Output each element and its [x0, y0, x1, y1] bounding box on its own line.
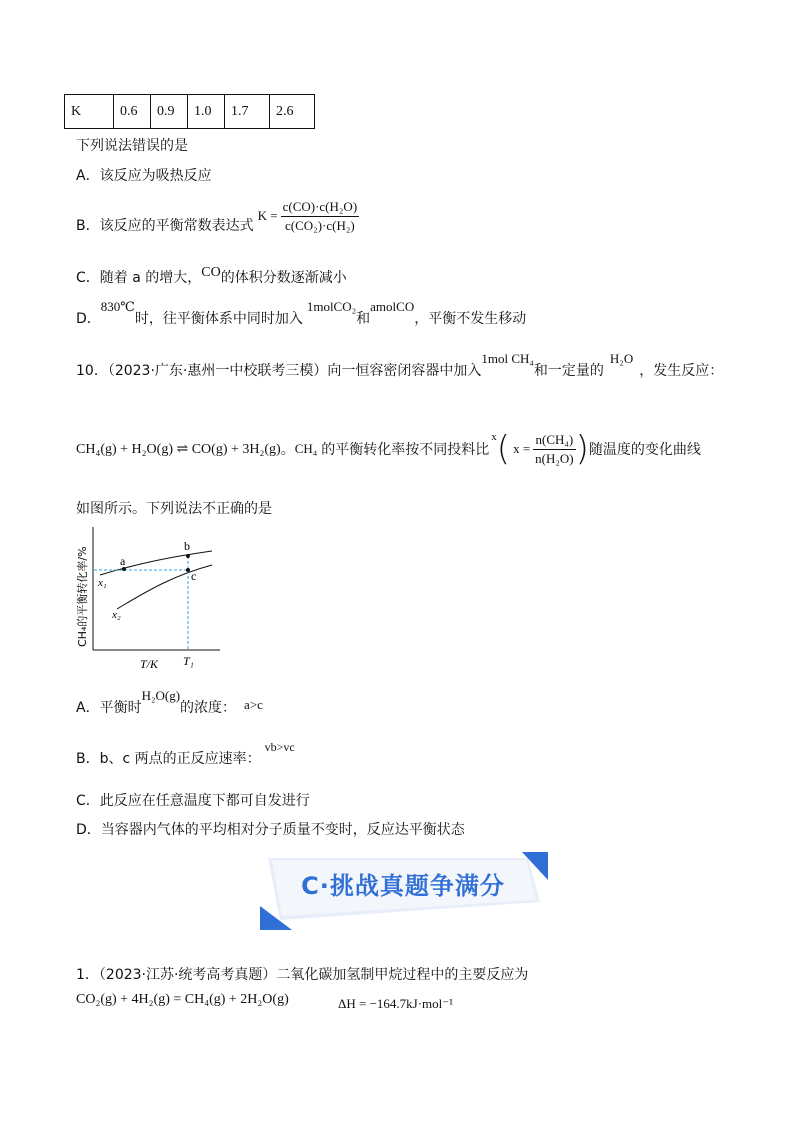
label-x1: x₁	[98, 577, 107, 589]
t1-label: T₁	[183, 654, 194, 668]
temperature-830: 830℃	[100, 299, 135, 314]
k-label-cell: K	[65, 95, 114, 129]
section-banner	[258, 850, 548, 932]
x-axis-label: T/K	[140, 657, 159, 671]
enthalpy-change: ΔH = −164.7kJ·mol⁻¹	[338, 996, 454, 1011]
q10-option-d: D．当容器内气体的平均相对分子质量不变时，反应达平衡状态	[76, 822, 465, 838]
k-numerator: c(CO)·c(H₂O)	[281, 199, 360, 217]
methane-reforming-equation: CH₄(g) + H₂O(g) ⇌ CO(g) + 3H₂(g)	[76, 441, 281, 457]
q10-tail: 随温度的变化曲线	[588, 442, 701, 458]
q10-equation-line	[76, 426, 701, 472]
y-axis-label: CH₄的平衡转化率/%	[76, 546, 89, 647]
q10-option-a	[76, 688, 263, 717]
rate-comparison: vb>vc	[264, 740, 295, 754]
a-greater-than-c: a>c	[244, 697, 263, 712]
left-paren: (	[496, 429, 511, 469]
h2o-formula: H₂O	[609, 351, 634, 366]
q10-eq-period: 。	[280, 442, 295, 458]
label-x2: x₂	[112, 609, 121, 621]
q10-option-b-prefix: B．b、c 两点的正反应速率：	[76, 751, 261, 767]
point-c	[186, 568, 190, 572]
feed-ratio-numerator: n(CH₄)	[533, 432, 575, 450]
k-expression-fraction	[281, 199, 360, 234]
k-table	[64, 94, 315, 129]
label-c: c	[191, 569, 197, 583]
q10-line2: 如图所示。下列说法不正确的是	[76, 501, 272, 517]
q10-option-a-prefix: A．平衡时	[76, 700, 142, 716]
ch4-amount: 1mol CH₄	[481, 351, 534, 366]
co2-methanation-equation: CO₂(g) + 4H₂(g) = CH₄(g) + 2H₂O(g)	[76, 992, 289, 1007]
ch4-formula: CH₄	[294, 441, 318, 456]
k-value-cell: 2.6	[270, 95, 315, 129]
k-value-cell: 0.9	[151, 95, 188, 129]
section-banner-title: C·挑战真题争满分	[301, 872, 505, 900]
conversion-vs-temperature-graph	[70, 523, 230, 673]
q10-option-a-mid: 的浓度：	[180, 700, 237, 716]
label-a: a	[120, 554, 126, 568]
k-value-cell: 0.6	[114, 95, 151, 129]
co-formula: CO	[201, 265, 221, 280]
q9-option-d-mid: 时，往平衡体系中同时加入	[134, 311, 303, 327]
k-value-cell: 1.0	[188, 95, 225, 129]
curve-x2	[117, 565, 212, 609]
q9-option-c-suffix: 的体积分数逐渐减小	[220, 270, 347, 286]
k-value-cell: 1.7	[225, 95, 270, 129]
feed-ratio-fraction	[533, 432, 575, 467]
k-denominator: c(CO₂)·c(H₂)	[285, 217, 355, 233]
point-b	[186, 554, 190, 558]
label-b: b	[184, 539, 190, 553]
q9-option-b-prefix: B．该反应的平衡常数表达式	[76, 218, 254, 234]
q9-stem: 下列说法错误的是	[76, 138, 188, 154]
q10-option-c: C．此反应在任意温度下都可自发进行	[76, 793, 310, 809]
feed-ratio-denominator: n(H₂O)	[535, 450, 574, 466]
q9-option-d-and: 和	[356, 311, 371, 327]
q9-option-d-prefix: D．	[76, 311, 101, 327]
q9-option-a: A．该反应为吸热反应	[76, 168, 212, 184]
q9-option-c	[76, 267, 347, 287]
q10-middle: 的平衡转化率按不同投料比	[321, 442, 490, 458]
q10-intro-line	[76, 351, 724, 380]
x-equals: x =	[513, 441, 531, 456]
q10-intro: 10．（2023·广东·惠州一中校联考三模）向一恒容密闭容器中加入	[76, 363, 482, 379]
q10-option-b	[76, 740, 295, 768]
q10-reaction-tail: ，发生反应：	[639, 363, 724, 379]
q10-and: 和一定量的	[533, 363, 604, 379]
right-paren: )	[575, 429, 589, 469]
co-amount: amolCO	[370, 299, 415, 314]
q9-option-b	[76, 194, 359, 238]
q9-option-c-prefix: C．随着 a 的增大，	[76, 270, 202, 286]
q9-option-d	[76, 299, 527, 328]
q1-intro: 1．（2023·江苏·统考高考真题）二氧化碳加氢制甲烷过程中的主要反应为	[76, 967, 529, 983]
k-symbol: K =	[257, 208, 278, 223]
q9-option-d-suffix: ，平衡不发生移动	[414, 311, 527, 327]
co2-amount: 1molCO₂	[306, 299, 357, 314]
h2o-gas-formula: H₂O(g)	[141, 688, 181, 703]
x-symbol: x	[491, 431, 497, 443]
